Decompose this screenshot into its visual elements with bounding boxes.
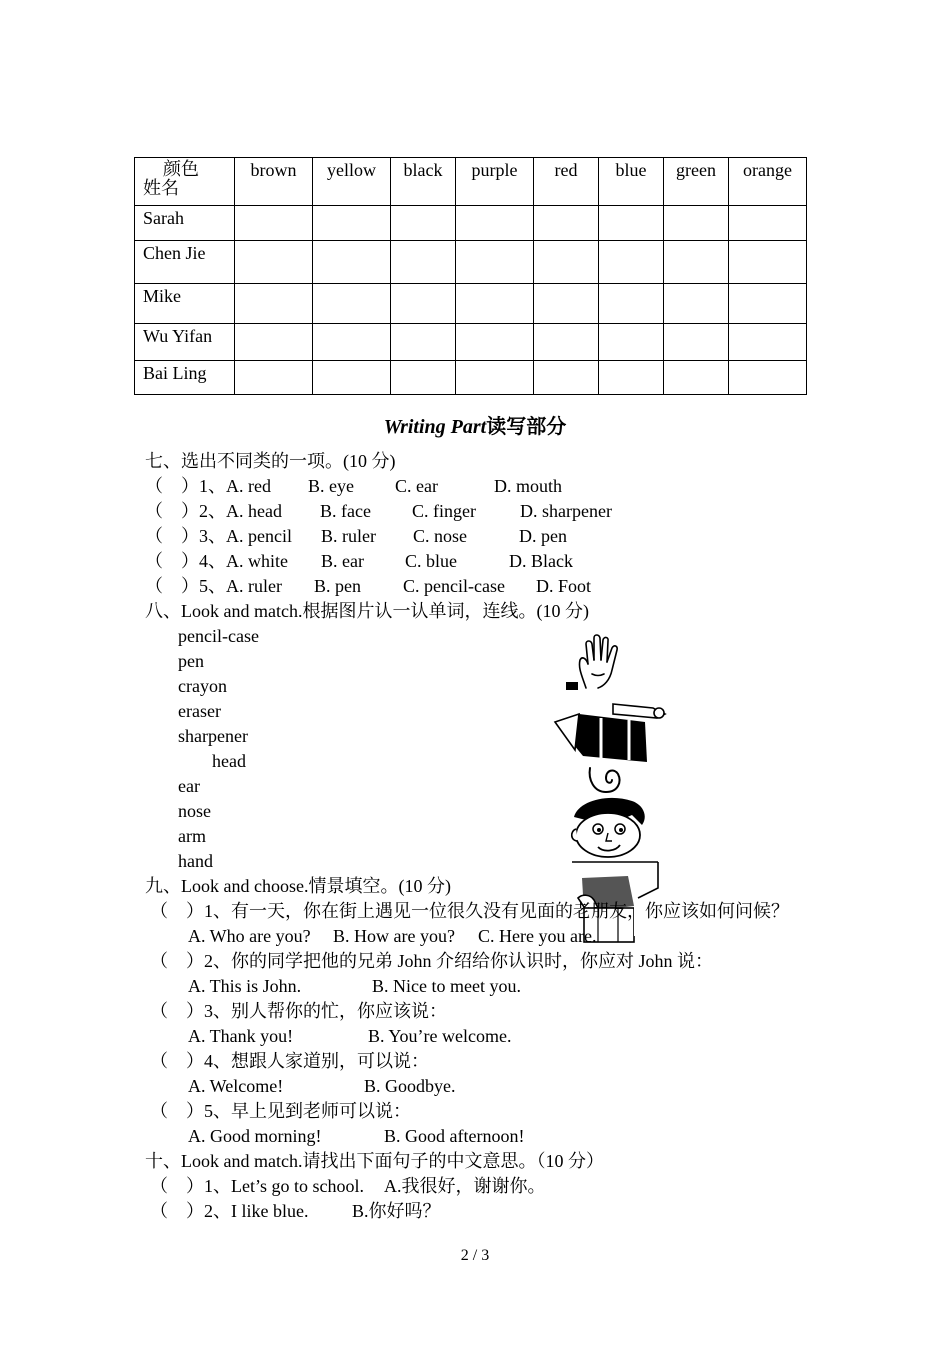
option-c: C. blue: [405, 551, 457, 571]
table-cell[interactable]: [534, 324, 599, 361]
match-word: arm: [178, 826, 206, 846]
table-cell[interactable]: [235, 206, 313, 241]
option-d: D. pen: [519, 526, 567, 546]
option-b: B. ear: [321, 551, 364, 571]
option-b: B. pen: [314, 576, 361, 596]
table-cell[interactable]: [664, 206, 729, 241]
table-cell[interactable]: [456, 324, 534, 361]
q10-question: （ ）2、I like blue.: [150, 1201, 309, 1221]
student-name: Mike: [135, 284, 235, 324]
q9-option: A. Good morning!: [188, 1126, 322, 1146]
match-word: eraser: [178, 701, 221, 721]
table-row: [135, 241, 807, 284]
corner-colors-label: 颜色: [163, 159, 199, 179]
table-cell[interactable]: [456, 361, 534, 395]
color-header: blue: [599, 158, 664, 206]
option-d: D. Black: [509, 551, 573, 571]
table-cell[interactable]: [599, 241, 664, 284]
table-cell[interactable]: [235, 241, 313, 284]
option-a: A. red: [226, 476, 271, 496]
table-cell[interactable]: [391, 241, 456, 284]
match-word: nose: [178, 801, 211, 821]
q9-question: （ ）2、你的同学把他的兄弟 John 介绍给你认识时，你应对 John 说：: [150, 951, 714, 971]
table-cell[interactable]: [729, 241, 807, 284]
q8-heading: 八、Look and match.根据图片认一认单词，连线。(10 分): [145, 601, 589, 621]
q7-item-3: [145, 525, 292, 547]
q10-heading: 十、Look and match.请找出下面句子的中文意思。（10 分）: [145, 1151, 604, 1171]
color-header: yellow: [313, 158, 391, 206]
table-row: [135, 361, 807, 395]
match-word: hand: [178, 851, 213, 871]
match-word: ear: [178, 776, 200, 796]
crayon-icon: [553, 700, 671, 772]
option-d: D. mouth: [494, 476, 563, 496]
q9-option: B. Goodbye.: [364, 1076, 456, 1096]
option-c: C. ear: [395, 476, 438, 496]
q10-answer: B.你好吗？: [352, 1201, 441, 1221]
q9-question: （ ）1、有一天，你在街上遇见一位很久没有见面的老朋友，你应该如何问候？: [150, 901, 789, 921]
q7-item-5: [145, 575, 282, 597]
match-word: crayon: [178, 676, 227, 696]
table-cell[interactable]: [664, 284, 729, 324]
table-cell[interactable]: [664, 241, 729, 284]
option-a: A. pencil: [226, 526, 292, 546]
q9-option: B. Nice to meet you.: [372, 976, 521, 996]
option-d: D. Foot: [536, 576, 592, 596]
head-icon: [568, 795, 650, 861]
table-cell[interactable]: [235, 284, 313, 324]
table-cell[interactable]: [313, 241, 391, 284]
table-cell[interactable]: [456, 284, 534, 324]
option-c: C. finger: [412, 501, 476, 521]
q7-item-4: [145, 550, 288, 572]
table-cell[interactable]: [456, 206, 534, 241]
option-b: B. ruler: [321, 526, 376, 546]
option-b: B. eye: [308, 476, 354, 496]
q7-item-2: [145, 500, 282, 522]
color-header: green: [664, 158, 729, 206]
table-cell[interactable]: [599, 324, 664, 361]
option-c: C. pencil-case: [403, 576, 505, 596]
color-header: brown: [235, 158, 313, 206]
q7-num: （ ）2、: [145, 501, 226, 521]
table-cell[interactable]: [534, 361, 599, 395]
title-english: Writing Part: [383, 416, 487, 438]
student-name: Wu Yifan: [135, 324, 235, 361]
q9-question: （ ）5、早上见到老师可以说：: [150, 1101, 411, 1121]
color-header: red: [534, 158, 599, 206]
color-header: orange: [729, 158, 807, 206]
q9-option: A. Who are you?: [188, 926, 311, 946]
option-a: A. ruler: [226, 576, 282, 596]
option-c: C. nose: [413, 526, 467, 546]
table-cell[interactable]: [235, 324, 313, 361]
q10-question: （ ）1、Let’s go to school.: [150, 1176, 364, 1196]
student-name: Chen Jie: [135, 241, 235, 284]
table-cell[interactable]: [391, 206, 456, 241]
match-word: pen: [178, 651, 204, 671]
table-cell[interactable]: [729, 361, 807, 395]
option-a: A. head: [226, 501, 282, 521]
q9-question: （ ）4、想跟人家道别，可以说：: [150, 1051, 429, 1071]
table-cell[interactable]: [313, 361, 391, 395]
match-word: sharpener: [178, 726, 248, 746]
color-header: black: [391, 158, 456, 206]
table-row: [135, 206, 807, 241]
table-cell[interactable]: [313, 206, 391, 241]
q10-answer: A.我很好，谢谢你。: [384, 1176, 546, 1196]
color-name-table: [134, 157, 807, 395]
q9-option: B. How are you?: [333, 926, 455, 946]
student-name: Sarah: [135, 206, 235, 241]
table-cell[interactable]: [534, 241, 599, 284]
table-cell[interactable]: [599, 206, 664, 241]
table-cell[interactable]: [391, 361, 456, 395]
table-cell[interactable]: [456, 241, 534, 284]
q7-num: （ ）4、: [145, 551, 226, 571]
q9-question: （ ）3、别人帮你的忙，你应该说：: [150, 1001, 447, 1021]
title-chinese: 读写部分: [486, 416, 567, 438]
table-cell[interactable]: [534, 284, 599, 324]
table-cell[interactable]: [664, 361, 729, 395]
table-cell[interactable]: [313, 324, 391, 361]
q9-option: B. Good afternoon!: [384, 1126, 525, 1146]
color-header: purple: [456, 158, 534, 206]
q7-item-1: [145, 475, 271, 497]
table-cell[interactable]: [313, 284, 391, 324]
match-word: head: [212, 751, 246, 771]
q9-option: B. You’re welcome.: [368, 1026, 512, 1046]
writing-part-title: [0, 410, 950, 439]
q7-num: （ ）1、: [145, 476, 226, 496]
q9-heading: 九、Look and choose.情景填空。(10 分): [145, 876, 451, 896]
option-b: B. face: [320, 501, 371, 521]
table-cell[interactable]: [599, 284, 664, 324]
table-cell[interactable]: [534, 206, 599, 241]
q9-option: A. Thank you!: [188, 1026, 294, 1046]
table-cell[interactable]: [664, 324, 729, 361]
page-number: 2 / 3: [460, 1247, 490, 1264]
match-word: pencil-case: [178, 626, 259, 646]
table-cell[interactable]: [235, 361, 313, 395]
table-row: [135, 324, 807, 361]
table-cell[interactable]: [599, 361, 664, 395]
q7-num: （ ）3、: [145, 526, 226, 546]
table-row: [135, 284, 807, 324]
table-cell[interactable]: [391, 324, 456, 361]
table-cell[interactable]: [391, 284, 456, 324]
option-d: D. sharpener: [520, 501, 612, 521]
q7-heading: 七、选出不同类的一项。(10 分): [145, 451, 396, 471]
corner-names-label: 姓名: [143, 178, 179, 198]
q7-num: （ ）5、: [145, 576, 226, 596]
table-cell[interactable]: [729, 324, 807, 361]
table-corner-header: [135, 158, 235, 206]
q9-option: A. This is John.: [188, 976, 302, 996]
q9-option: C. Here you are.: [478, 926, 597, 946]
ear-icon: [584, 764, 628, 796]
student-name: Bai Ling: [135, 361, 235, 395]
q9-option: A. Welcome!: [188, 1076, 284, 1096]
option-a: A. white: [226, 551, 288, 571]
hand-icon: [566, 630, 638, 690]
table-cell[interactable]: [729, 206, 807, 241]
table-cell[interactable]: [729, 284, 807, 324]
